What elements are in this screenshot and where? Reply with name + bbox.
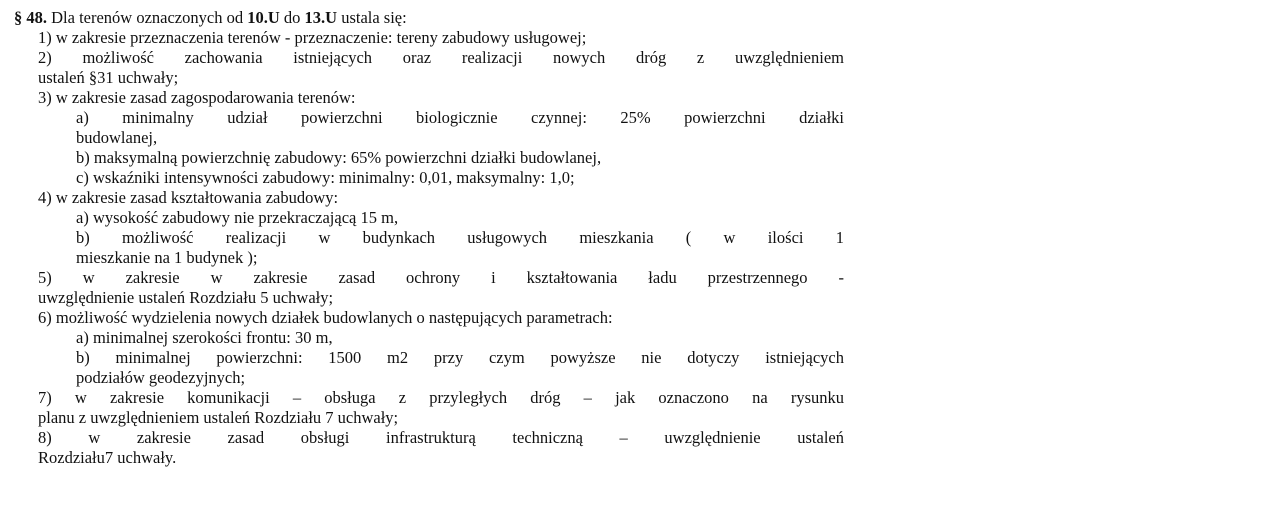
list-item-continuation: uwzględnienie ustaleń Rozdziału 5 uchwały;	[38, 288, 334, 307]
list-item: 2) możliwość zachowania istniejących oraz realizacji nowych dróg z uwzględnieniem	[38, 48, 844, 67]
sub-item-continuation: budowlanej,	[76, 128, 158, 147]
sub-item: a) minimalnej szerokości frontu: 30 m,	[76, 328, 333, 347]
list-item-continuation: planu z uwzględnieniem ustaleń Rozdziału 7 uchwały;	[38, 408, 399, 427]
list-item: 1) w zakresie przeznaczenia terenów - przeznaczenie: tereny zabudowy usługowej;	[38, 28, 587, 47]
area-code-to: 13.U	[304, 8, 338, 27]
section-number: § 48.	[14, 8, 47, 27]
document-body	[14, 8, 844, 468]
list-item: 5) w zakresie w zakresie zasad ochrony i kształtowania ładu przestrzennego -	[38, 268, 844, 287]
list-item-continuation: Rozdziału7 uchwały.	[38, 448, 177, 467]
list-item: 7) w zakresie komunikacji – obsługa z przyległych dróg – jak oznaczono na rysunku	[38, 388, 844, 407]
list-item: 4) w zakresie zasad kształtowania zabudowy:	[38, 188, 339, 207]
sub-item: c) wskaźniki intensywności zabudowy: minimalny: 0,01, maksymalny: 1,0;	[76, 168, 575, 187]
list-item: 8) w zakresie zasad obsługi infrastrukturą techniczną – uwzględnienie ustaleń	[38, 428, 844, 447]
list-item-continuation: ustaleń §31 uchwały;	[38, 68, 179, 87]
list-item: 6) możliwość wydzielenia nowych działek budowlanych o następujących parametrach:	[38, 308, 613, 327]
sub-item-continuation: podziałów geodezyjnych;	[76, 368, 246, 387]
sub-item: a) wysokość zabudowy nie przekraczającą 15 m,	[76, 208, 399, 227]
list-item: 3) w zakresie zasad zagospodarowania terenów:	[38, 88, 356, 107]
heading-text-3: ustala się:	[341, 8, 407, 27]
sub-item-continuation: mieszkanie na 1 budynek );	[76, 248, 258, 267]
sub-item: b) możliwość realizacji w budynkach usługowych mieszkania ( w ilości 1	[76, 228, 844, 247]
sub-item: b) maksymalną powierzchnię zabudowy: 65% powierzchni działki budowlanej,	[76, 148, 602, 167]
heading-text-1: Dla terenów oznaczonych od	[51, 8, 244, 27]
heading-text-2: do	[283, 8, 301, 27]
area-code-from: 10.U	[247, 8, 280, 27]
paragraph-heading	[14, 8, 844, 28]
sub-item: a) minimalny udział powierzchni biologicznie czynnej: 25% powierzchni działki	[76, 108, 844, 127]
sub-item: b) minimalnej powierzchni: 1500 m2 przy czym powyższe nie dotyczy istniejących	[76, 348, 844, 367]
